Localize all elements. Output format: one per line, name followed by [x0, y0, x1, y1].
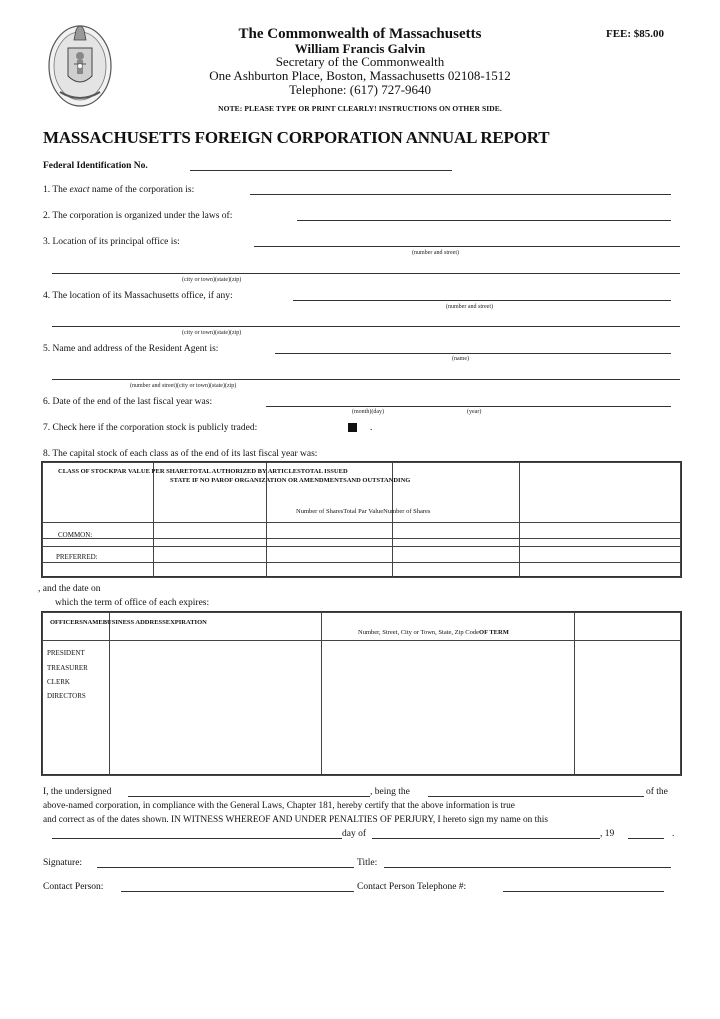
q1-label: 1. The exact name of the corporation is:: [43, 185, 195, 195]
officers-intro-line2: which the term of office of each expires:: [55, 598, 210, 608]
caption-number-street-city: (number and street)(city or town)(state)(zip): [130, 383, 237, 389]
caption-name: (name): [452, 356, 469, 362]
title-field[interactable]: [384, 867, 671, 868]
cert-month-field[interactable]: [372, 838, 600, 839]
role-clerk: CLERK: [47, 678, 70, 686]
publicly-traded-checkbox[interactable]: [348, 423, 357, 432]
resident-agent-address-field[interactable]: [52, 379, 680, 380]
q2-label: 2. The corporation is organized under the laws of:: [43, 211, 233, 221]
q7-label: 7. Check here if the corporation stock is publicly traded:: [43, 423, 258, 433]
caption-number-street: (number and street): [446, 304, 493, 310]
contact-phone-field[interactable]: [503, 891, 664, 892]
q7-period: .: [370, 423, 373, 433]
ma-office-city-field[interactable]: [52, 326, 680, 327]
ma-office-street-field[interactable]: [293, 300, 671, 301]
officers-table-header: OFFICERSNAMEBUSINESS ADDRESSEXPIRATION: [50, 619, 207, 626]
header-address: One Ashburton Place, Boston, Massachusetts 02108-1512: [209, 68, 511, 83]
caption-year: (year): [467, 409, 482, 415]
officers-table: [42, 612, 681, 776]
officer-expiration-cell[interactable]: [575, 641, 681, 776]
stock-cell[interactable]: [393, 523, 520, 539]
caption-city-town: (city or town)(state)(zip): [182, 277, 242, 283]
cert-year-prefix: , 19: [600, 829, 615, 839]
cert-undersigned-label: I, the undersigned: [43, 787, 112, 797]
cert-day-field[interactable]: [52, 838, 342, 839]
stock-cell[interactable]: [153, 523, 266, 539]
role-directors: DIRECTORS: [47, 692, 86, 700]
officer-address-cell[interactable]: [321, 641, 575, 776]
caption-number-street: (number and street): [412, 250, 459, 256]
q4-label: 4. The location of its Massachusetts office, if any:: [43, 291, 233, 301]
cert-day-of-label: day of: [342, 829, 367, 839]
stock-cell[interactable]: [153, 547, 266, 563]
cert-of-the-label: of the: [646, 787, 668, 797]
stock-cell[interactable]: [393, 547, 520, 563]
fee-label: FEE: $85.00: [606, 28, 665, 40]
caption-city-town: (city or town)(state)(zip): [182, 330, 242, 336]
q5-label: 5. Name and address of the Resident Agent is:: [43, 344, 219, 354]
header-secretary-title: Secretary of the Commonwealth: [275, 54, 445, 69]
cert-year-field[interactable]: [628, 838, 664, 839]
header-commonwealth: The Commonwealth of Massachusetts: [238, 26, 482, 42]
officers-table-subheader: Number, Street, City or Town, State, Zip CodeOF TERM: [358, 629, 509, 636]
cert-line3: and correct as of the dates shown. IN WITNESS WHEREOF AND UNDER PENALTIES OF PERJURY, I hereto sign my name on this: [43, 815, 549, 825]
cert-period: .: [672, 829, 675, 839]
officers-intro-line1: , and the date on: [38, 584, 101, 594]
stock-table-subheader: Number of SharesTotal Par ValueNumber of Shares: [296, 508, 431, 515]
federal-id-label: Federal Identification No.: [43, 161, 148, 171]
federal-id-field[interactable]: [190, 170, 452, 171]
fiscal-year-end-field[interactable]: [266, 406, 671, 407]
caption-month-day: (month)(day): [352, 409, 384, 415]
role-treasurer: TREASURER: [47, 664, 88, 672]
stock-cell[interactable]: [266, 547, 393, 563]
contact-person-label: Contact Person:: [43, 882, 104, 892]
form-title: MASSACHUSETTS FOREIGN CORPORATION ANNUAL REPORT: [43, 128, 550, 147]
signature-label: Signature:: [43, 858, 83, 868]
undersigned-name-field[interactable]: [128, 796, 370, 797]
stock-cell[interactable]: [520, 547, 681, 563]
cert-line2: above-named corporation, in compliance with the General Laws, Chapter 181, hereby certify that the above information is true: [43, 801, 515, 811]
header-secretary-name: William Francis Galvin: [294, 41, 426, 56]
stock-table-header-1: CLASS OF STOCKPAR VALUE PER SHARETOTAL AUTHORIZED BY ARTICLESTOTAL ISSUED: [58, 468, 348, 475]
role-president: PRESIDENT: [47, 649, 85, 657]
undersigned-title-field[interactable]: [428, 796, 644, 797]
contact-person-field[interactable]: [121, 891, 354, 892]
principal-office-street-field[interactable]: [254, 246, 680, 247]
stock-cell[interactable]: [266, 523, 393, 539]
commonwealth-seal-icon: [46, 18, 114, 110]
q8-label: 8. The capital stock of each class as of the end of its last fiscal year was:: [43, 449, 318, 459]
principal-office-city-field[interactable]: [52, 273, 680, 274]
row-label-preferred: PREFERRED:: [56, 553, 98, 561]
corporation-name-field[interactable]: [250, 194, 671, 195]
row-label-common: COMMON:: [58, 531, 93, 539]
q6-label: 6. Date of the end of the last fiscal year was:: [43, 397, 213, 407]
signature-field[interactable]: [97, 867, 354, 868]
contact-phone-label: Contact Person Telephone #:: [357, 882, 467, 892]
organized-laws-field[interactable]: [297, 220, 671, 221]
cert-being-the-label: , being the: [370, 787, 410, 797]
header-telephone: Telephone: (617) 727-9640: [288, 82, 432, 97]
stock-cell[interactable]: [520, 523, 681, 539]
title-label: Title:: [357, 858, 378, 868]
stock-table-header-2: STATE IF NO PAROF ORGANIZATION OR AMENDMENTSAND OUTSTANDING: [170, 477, 411, 484]
officer-name-cell[interactable]: [109, 641, 321, 776]
q3-label: 3. Location of its principal office is:: [43, 237, 180, 247]
resident-agent-name-field[interactable]: [275, 353, 671, 354]
instructions-note: NOTE: PLEASE TYPE OR PRINT CLEARLY! INSTRUCTIONS ON OTHER SIDE.: [218, 104, 502, 113]
